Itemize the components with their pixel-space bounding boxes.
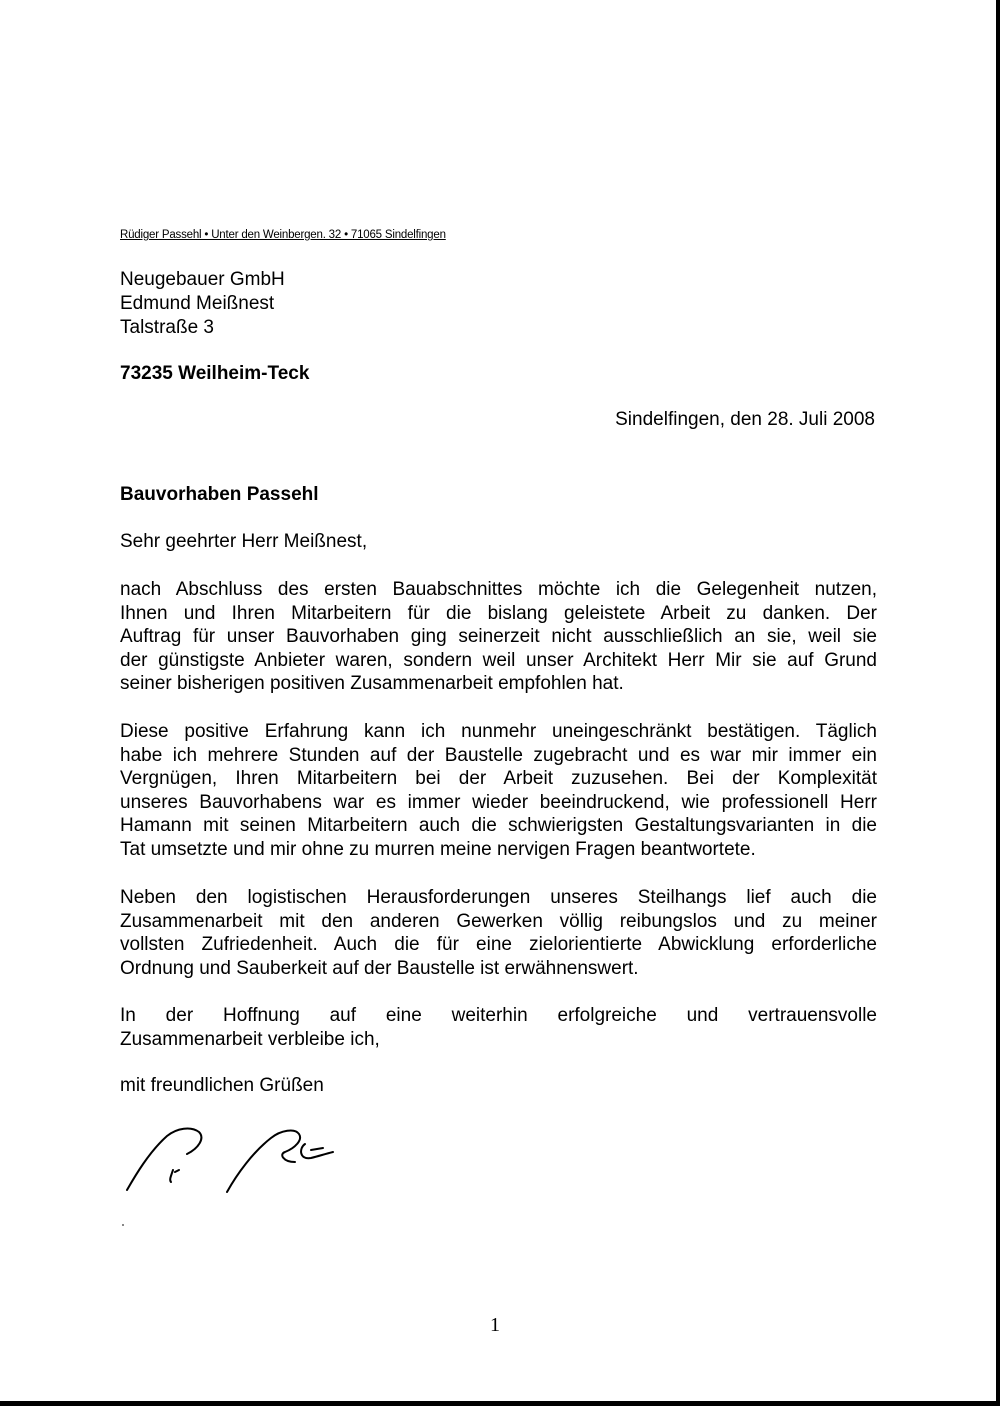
recipient-address: [120, 268, 285, 340]
paragraph-line: Ordnung und Sauberkeit auf der Baustelle ist erwähnenswert.: [120, 957, 639, 979]
paragraph-line: In der Hoffnung auf eine weiterhin erfolgreiche und vertrauensvolle: [120, 1005, 877, 1026]
scan-speck: [122, 1224, 124, 1226]
paragraph-line: Neben den logistischen Herausforderungen unseres Steilhangs lief auch die: [120, 887, 877, 908]
paragraph-line: Ihnen und Ihren Mitarbeitern für die bislang geleistete Arbeit zu danken. Der: [120, 602, 877, 624]
body-paragraph-2: [120, 720, 877, 862]
scan-border-bottom: [0, 1401, 1000, 1406]
paragraph-line: unseres Bauvorhabens war es immer wieder beeindruckend, wie professionell Herr: [120, 791, 877, 813]
paragraph-line: Hamann mit seinen Mitarbeitern auch die schwierigsten Gestaltungsvarianten in die: [120, 815, 877, 837]
recipient-street: Talstraße 3: [120, 317, 214, 338]
paragraph-line: seiner bisherigen positiven Zusammenarbeit empfohlen hat.: [120, 673, 624, 695]
paragraph-line: Zusammenarbeit verbleibe ich,: [120, 1028, 380, 1050]
body-paragraph-4: [120, 1004, 877, 1051]
paragraph-line: Auftrag für unser Bauvorhaben ging seinerzeit nicht ausschließlich an sie, weil sie: [120, 626, 877, 648]
page-number: 1: [490, 1314, 500, 1336]
paragraph-line: vollsten Zufriedenheit. Auch die für eine zielorientierte Abwicklung erforderliche: [120, 934, 877, 956]
scan-border-right: [996, 0, 1000, 1406]
paragraph-line: der günstigste Anbieter waren, sondern weil unser Architekt Herr Mir sie auf Grund: [120, 649, 877, 671]
closing-phrase: mit freundlichen Grüßen: [120, 1075, 324, 1096]
handwritten-signature: [115, 1118, 355, 1198]
paragraph-line: habe ich mehrere Stunden auf der Baustelle zugebracht und es war mir immer ein: [120, 744, 877, 766]
salutation: Sehr geehrter Herr Meißnest,: [120, 531, 368, 552]
paragraph-line: Zusammenarbeit mit den anderen Gewerken völlig reibungslos und zu meiner: [120, 910, 877, 932]
body-paragraph-1: [120, 578, 877, 696]
paragraph-line: Vergnügen, Ihren Mitarbeitern bei der Arbeit zuzusehen. Bei der Komplexität: [120, 768, 877, 790]
paragraph-line: nach Abschluss des ersten Bauabschnittes möchte ich die Gelegenheit nutzen,: [120, 579, 877, 600]
paragraph-line: Tat umsetzte und mir ohne zu murren meine nervigen Fragen beantwortete.: [120, 838, 756, 860]
recipient-city: 73235 Weilheim-Teck: [120, 363, 310, 384]
recipient-company: Neugebauer GmbH: [120, 269, 285, 290]
recipient-name: Edmund Meißnest: [120, 293, 275, 314]
body-paragraph-3: [120, 886, 877, 980]
subject-line: Bauvorhaben Passehl: [120, 484, 319, 505]
paragraph-line: Diese positive Erfahrung kann ich nunmehr uneingeschränkt bestätigen. Täglich: [120, 721, 877, 742]
date-line: Sindelfingen, den 28. Juli 2008: [615, 409, 875, 430]
sender-address-line: Rüdiger Passehl • Unter den Weinbergen. 32 • 71065 Sindelfingen: [120, 229, 446, 241]
